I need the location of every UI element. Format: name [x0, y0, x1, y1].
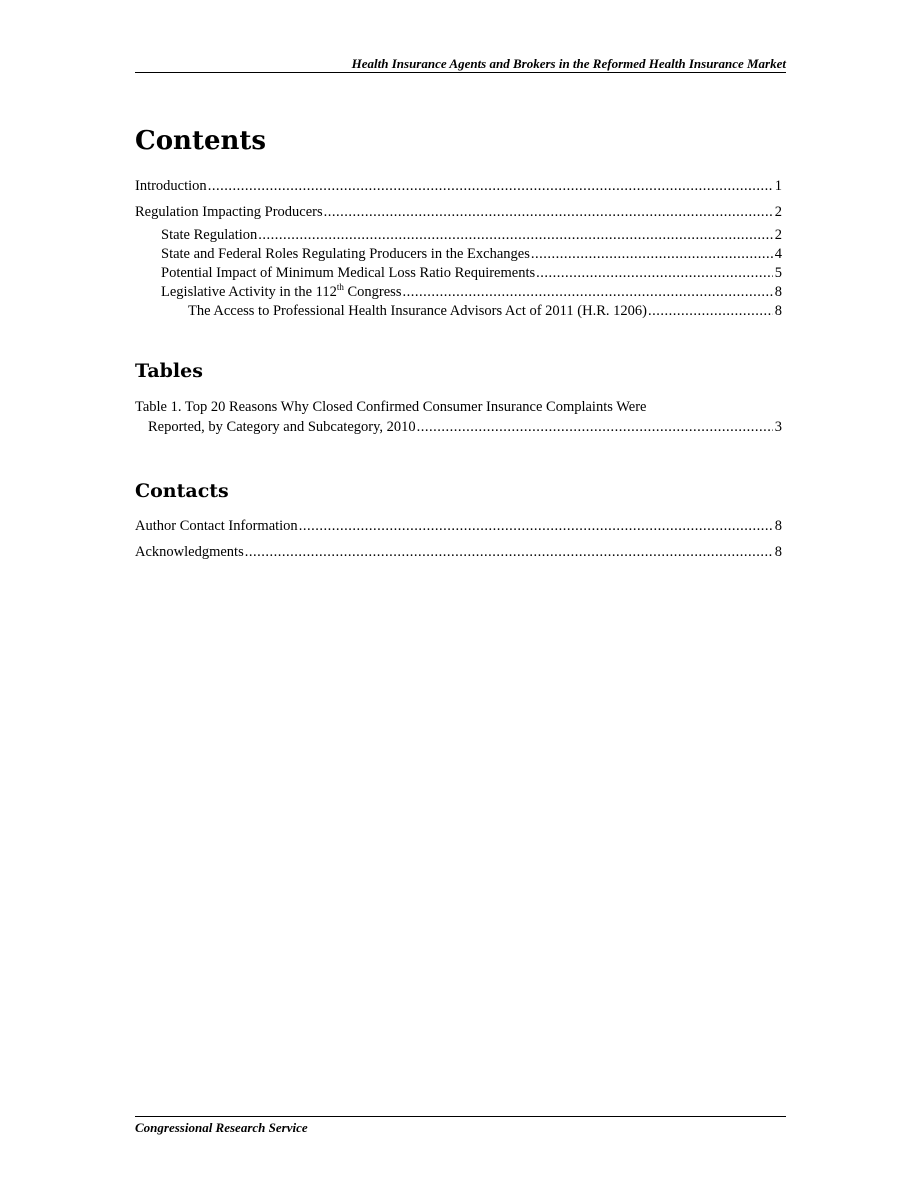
toc-entry-label: Regulation Impacting Producers: [135, 204, 323, 220]
toc-entry-label: Potential Impact of Minimum Medical Loss Ratio Requirements: [161, 265, 536, 281]
toc-page-number: 8: [774, 284, 782, 300]
toc-entry-author-contact[interactable]: [135, 517, 782, 536]
toc-entry-label: The Access to Professional Health Insurance Advisors Act of 2011 (H.R. 1206): [188, 303, 647, 319]
running-footer: Congressional Research Service: [135, 1120, 308, 1135]
toc-entry-label: Author Contact Information: [135, 518, 298, 534]
dot-leader: [299, 517, 773, 536]
toc-page-number: 2: [774, 227, 782, 243]
toc-entry-introduction[interactable]: [135, 177, 782, 196]
dot-leader: [417, 418, 773, 437]
toc-entry-label: Introduction: [135, 178, 207, 194]
toc-page-number: 3: [774, 419, 782, 435]
contents-heading: Contents: [135, 126, 267, 156]
dot-leader: [324, 203, 773, 222]
table-1-entry[interactable]: [148, 418, 782, 437]
toc-entry-acknowledgments[interactable]: [135, 543, 782, 562]
toc-entry-state-regulation[interactable]: [161, 226, 782, 245]
toc-entry-label: State Regulation: [161, 227, 258, 243]
toc-entry-label: Reported, by Category and Subcategory, 2010: [148, 419, 416, 435]
toc-page-number: 2: [774, 204, 782, 220]
toc-entry-legislative-activity[interactable]: [161, 283, 782, 302]
toc-page-number: 4: [774, 246, 782, 262]
toc-entry-access-to-advisors-act[interactable]: [188, 302, 782, 321]
dot-leader: [258, 226, 773, 245]
toc-entry-label: [161, 283, 401, 302]
dot-leader: [648, 302, 773, 321]
dot-leader: [208, 177, 773, 196]
toc-label-text: Congress: [343, 284, 402, 300]
ordinal-suffix: th: [336, 282, 344, 293]
toc-page-number: 8: [774, 518, 782, 534]
toc-page-number: 8: [774, 544, 782, 560]
running-header: Health Insurance Agents and Brokers in the Reformed Health Insurance Market: [351, 56, 786, 71]
dot-leader: [536, 264, 773, 283]
dot-leader: [402, 283, 772, 302]
footer-rule: [135, 1116, 786, 1117]
toc-page-number: 5: [774, 265, 782, 281]
toc-page-number: 8: [774, 303, 782, 319]
toc-page-number: 1: [774, 178, 782, 194]
dot-leader: [245, 543, 773, 562]
toc-entry-label: Acknowledgments: [135, 544, 244, 560]
contacts-heading: Contacts: [135, 480, 229, 502]
toc-entry-label: State and Federal Roles Regulating Producers in the Exchanges: [161, 246, 530, 262]
toc-label-text: Legislative Activity in the 112: [161, 284, 337, 300]
dot-leader: [531, 245, 773, 264]
toc-entry-state-federal-roles[interactable]: [161, 245, 782, 264]
toc-entry-regulation-impacting-producers[interactable]: [135, 203, 782, 222]
toc-entry-minimum-medical-loss-ratio[interactable]: [161, 264, 782, 283]
table-1-entry-line1[interactable]: Table 1. Top 20 Reasons Why Closed Confirmed Consumer Insurance Complaints Were: [135, 399, 647, 415]
tables-heading: Tables: [135, 360, 203, 382]
header-rule: [135, 72, 786, 73]
